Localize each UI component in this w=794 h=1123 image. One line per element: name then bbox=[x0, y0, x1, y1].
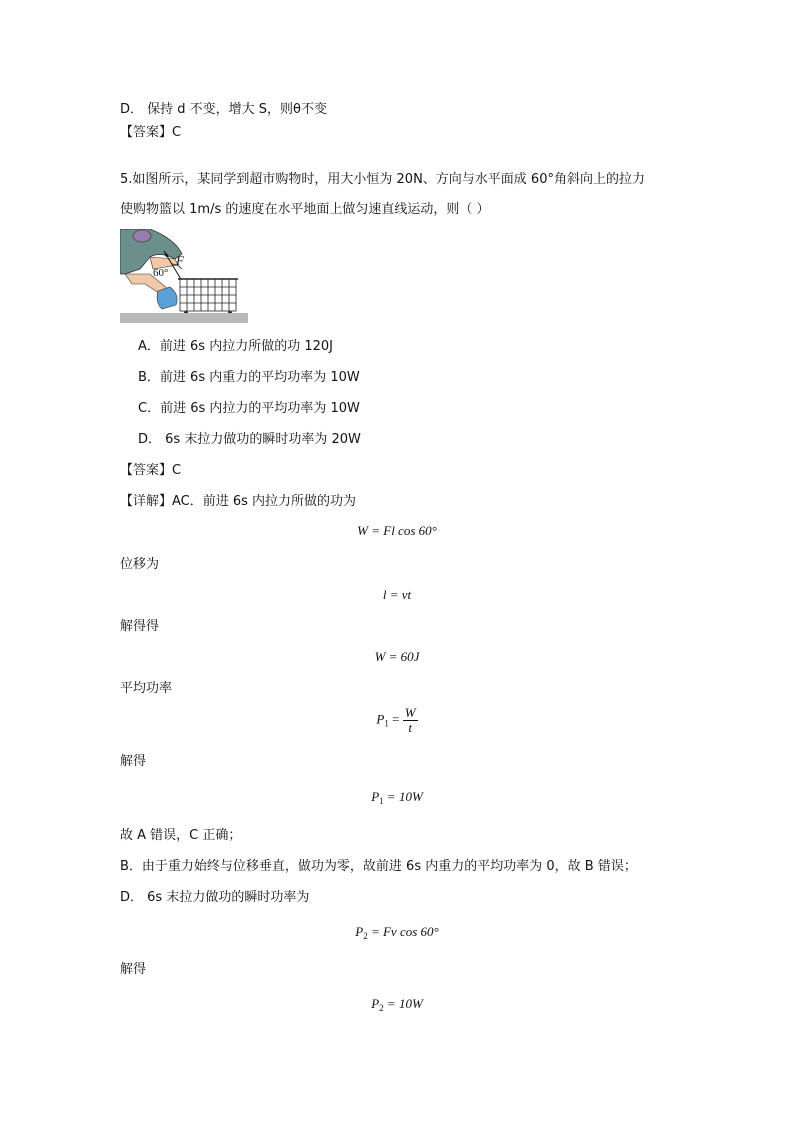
explanation-intro: 【详解】AC．前进 6s 内拉力所做的功为 bbox=[120, 494, 357, 509]
formula-p2-result: $P_2 = 10W$ bbox=[371, 996, 423, 1013]
formula-instant-power: $P_2 = Fv$ cos 60° bbox=[355, 924, 439, 941]
question-stem-line1: 5.如图所示，某同学到超市购物时，用大小恒为 20N、方向与水平面成 60°角斜向上的拉力 bbox=[120, 172, 645, 187]
question-stem-line2: 使购物篮以 1m/s 的速度在水平地面上做匀速直线运动，则（ ） bbox=[120, 202, 490, 217]
text-solve3: 解得 bbox=[120, 962, 147, 977]
formula-displacement: l = vt bbox=[382, 587, 412, 602]
answer: 【答案】C bbox=[120, 463, 182, 478]
answer-prev: 【答案】C bbox=[120, 125, 182, 140]
explanation-b: B．由于重力始终与位移垂直，做功为零，故前进 6s 内重力的平均功率为 0，故 B 错误； bbox=[120, 859, 637, 874]
text-average-power: 平均功率 bbox=[120, 681, 173, 696]
explanation-d: D． 6s 末拉力做功的瞬时功率为 bbox=[120, 890, 310, 905]
ground bbox=[120, 313, 248, 323]
formula-work: W = Fl cos 60° bbox=[357, 523, 437, 538]
option-b: B．前进 6s 内重力的平均功率为 10W bbox=[138, 370, 360, 385]
hair-icon bbox=[133, 230, 151, 242]
option-a: A．前进 6s 内拉力所做的功 120J bbox=[138, 339, 333, 354]
text-solve2: 解得 bbox=[120, 754, 147, 769]
formula-average-power: $P_1$ = $\frac{W}{t}$ bbox=[376, 705, 416, 735]
formula-work-result: W = 60J bbox=[374, 649, 420, 664]
option-d: D． 6s 末拉力做功的瞬时功率为 20W bbox=[138, 432, 361, 447]
option-c: C．前进 6s 内拉力的平均功率为 10W bbox=[138, 401, 360, 416]
shopping-basket-figure bbox=[120, 229, 250, 325]
shoe-icon bbox=[157, 287, 177, 309]
option-d-prev: D． 保持 d 不变，增大 S，则θ不变 bbox=[120, 102, 327, 117]
text-solve1: 解得得 bbox=[120, 619, 160, 634]
conclusion-ac: 故 A 错误，C 正确； bbox=[120, 828, 242, 843]
angle-label: 60° bbox=[153, 267, 169, 279]
formula-p1-result: $P_1 = 10W$ bbox=[371, 789, 423, 806]
force-label: F bbox=[176, 253, 184, 268]
basket-icon bbox=[178, 279, 238, 315]
text-displacement: 位移为 bbox=[120, 557, 160, 572]
